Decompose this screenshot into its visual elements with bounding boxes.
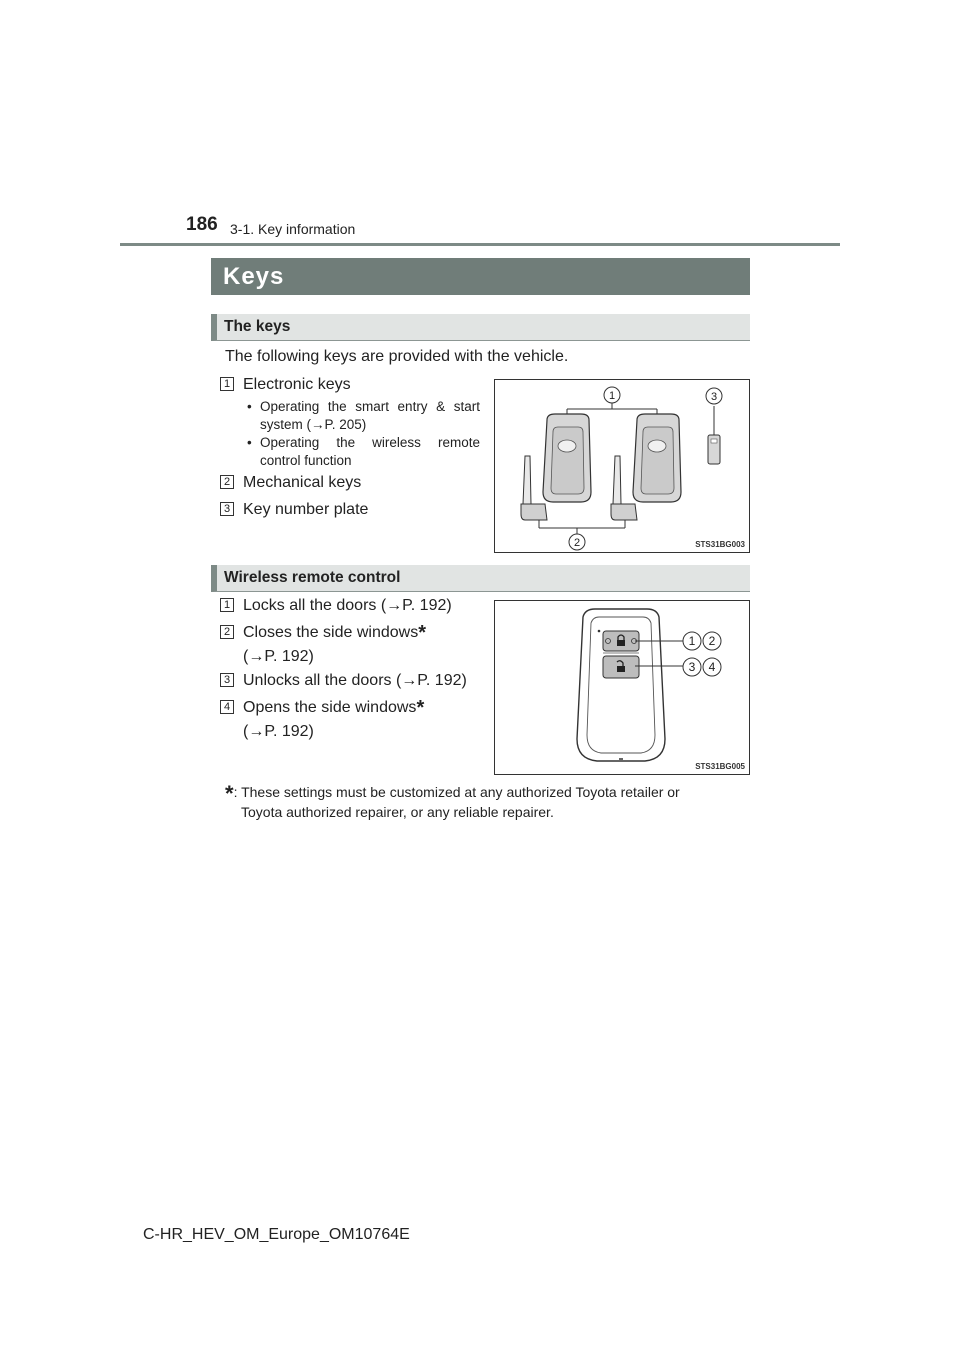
callout-label: 2 [708, 634, 716, 648]
item-number-icon: 2 [220, 475, 234, 489]
keys-section-heading: The keys [224, 318, 291, 335]
section-reference: 3-1. Key information [230, 221, 356, 237]
item-number-icon: 1 [220, 377, 234, 391]
keys-intro-text: The following keys are provided with the vehicle. [225, 348, 569, 365]
footnote [225, 783, 746, 822]
remote-illustration [494, 600, 750, 775]
bullet-item: • Operating the wireless remote control function [245, 434, 480, 470]
bullet-item: • Operating the smart entry & start system (→P. 205) [245, 398, 480, 434]
item-number-icon: 3 [220, 673, 234, 687]
callout-label: 3 [710, 391, 718, 403]
document-footer: C-HR_HEV_OM_Europe_OM10764E [143, 1226, 410, 1243]
remote-section-heading: Wireless remote control [224, 569, 401, 586]
remote-section-heading-bar [211, 565, 750, 592]
item-number-icon: 3 [220, 502, 234, 516]
item-label-open-windows: Opens the side windows* (→P. 192) [243, 697, 425, 740]
callout-label: 3 [688, 660, 696, 674]
item-label-lock-doors: Locks all the doors (→P. 192) [243, 597, 452, 614]
page-number: 186 [186, 214, 218, 235]
item-number-icon: 2 [220, 625, 234, 639]
footnote-continuation: Toyota authorized repairer, or any reliable repairer. [241, 804, 554, 820]
keys-illustration [494, 379, 750, 553]
item-label-electronic-keys: Electronic keys [243, 376, 351, 393]
item-number-icon: 4 [220, 700, 234, 714]
item-number-icon: 1 [220, 598, 234, 612]
figure-code: STS31BG005 [695, 762, 745, 771]
callout-label: 2 [573, 537, 581, 549]
keys-drawing [495, 380, 749, 552]
item-label-key-number-plate: Key number plate [243, 501, 369, 518]
callout-label: 4 [708, 660, 716, 674]
item-label-close-windows: Closes the side windows* (→P. 192) [243, 622, 426, 665]
remote-drawing [495, 601, 749, 774]
item-label-unlock-doors: Unlocks all the doors (→P. 192) [243, 672, 467, 689]
callout-label: 1 [688, 634, 696, 648]
footnote-text: : These settings must be customized at any authorized Toyota retailer or [233, 784, 680, 800]
keys-section-heading-bar [211, 314, 750, 341]
header-divider [120, 243, 840, 246]
page-title: Keys [223, 263, 285, 290]
electronic-keys-bullets [245, 398, 480, 470]
footnote-star: * [225, 781, 234, 806]
page-title-bar [211, 258, 750, 295]
callout-label: 1 [608, 390, 616, 402]
figure-code: STS31BG003 [695, 540, 745, 549]
item-label-mechanical-keys: Mechanical keys [243, 474, 362, 491]
